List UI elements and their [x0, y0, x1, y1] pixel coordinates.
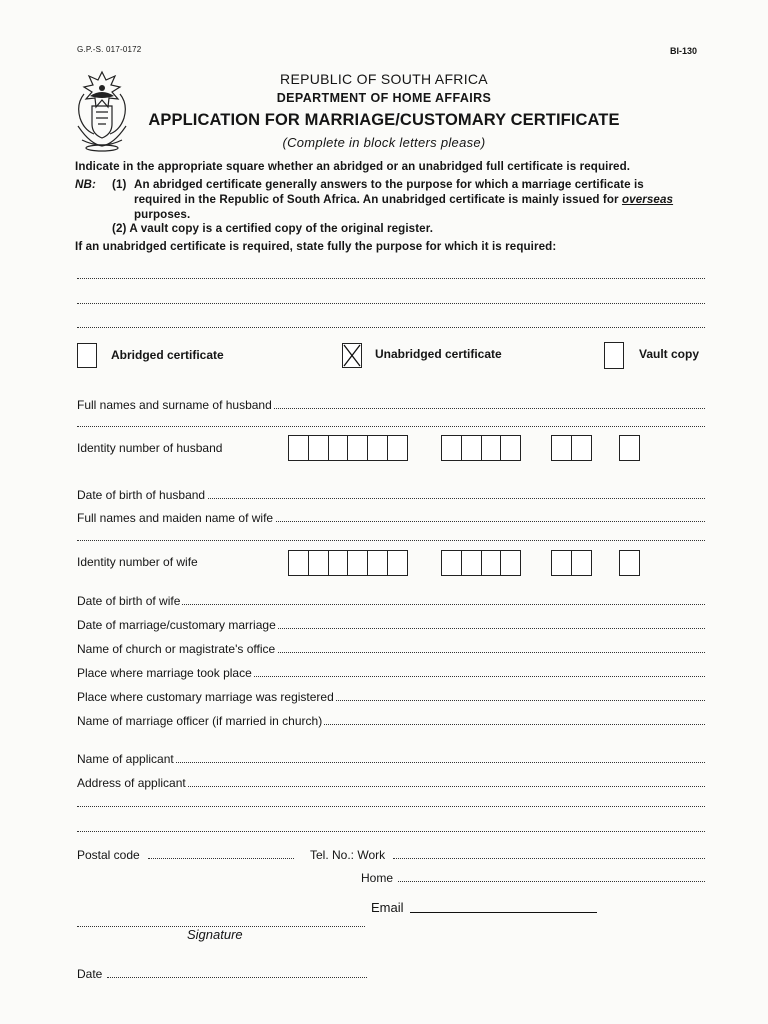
applicant-name-row[interactable]: [77, 750, 705, 766]
id-digit-box[interactable]: [461, 435, 482, 461]
postal-code-line[interactable]: [148, 858, 294, 859]
tel-work-line[interactable]: [393, 858, 705, 859]
date-line[interactable]: [107, 977, 367, 978]
wife-id-citizen-boxes[interactable]: [551, 550, 592, 576]
church-row[interactable]: [77, 640, 705, 656]
customary-place-label: Place where customary marriage was registered: [77, 690, 334, 704]
note-1-line-2-text: required in the Republic of South Africa. An unabridged certificate is mainly issued for: [134, 193, 622, 206]
id-digit-box[interactable]: [551, 550, 572, 576]
page-title: APPLICATION FOR MARRIAGE/CUSTOMARY CERTIFICATE: [148, 111, 620, 129]
church-label: Name of church or magistrate's office: [77, 642, 276, 656]
wife-id-date-boxes[interactable]: [288, 550, 408, 576]
unabridged-label: Unabridged certificate: [375, 347, 502, 361]
husband-name-line-2[interactable]: [77, 426, 705, 427]
unabridged-checkbox[interactable]: [342, 343, 362, 368]
marriage-date-row[interactable]: [77, 616, 705, 632]
husband-id-date-boxes[interactable]: [288, 435, 408, 461]
id-digit-box[interactable]: [288, 550, 309, 576]
id-digit-box[interactable]: [500, 435, 521, 461]
husband-name-label: Full names and surname of husband: [77, 398, 272, 412]
postal-code-label: Postal code: [77, 848, 140, 862]
instruction-line: Indicate in the appropriate square whether an abridged or an unabridged full certificate is required.: [75, 160, 631, 173]
form-code: BI-130: [670, 46, 698, 56]
applicant-address-label: Address of applicant: [77, 776, 186, 790]
id-digit-box[interactable]: [571, 550, 592, 576]
tel-home-line[interactable]: [398, 881, 705, 882]
tel-work-label: Tel. No.: Work: [310, 848, 386, 862]
purpose-prompt: If an unabridged certificate is required, state fully the purpose for which it is required:: [75, 240, 557, 253]
purpose-line-1[interactable]: [77, 278, 705, 279]
applicant-address-row[interactable]: [77, 774, 705, 790]
id-digit-box[interactable]: [500, 550, 521, 576]
wife-dob-row[interactable]: [77, 592, 705, 608]
purpose-line-2[interactable]: [77, 303, 705, 304]
id-digit-box[interactable]: [347, 435, 368, 461]
id-digit-box[interactable]: [367, 550, 388, 576]
id-digit-box[interactable]: [551, 435, 572, 461]
nb-label: NB:: [75, 178, 96, 191]
country-heading: REPUBLIC OF SOUTH AFRICA: [280, 71, 488, 87]
wife-name-row[interactable]: [77, 509, 705, 525]
husband-dob-label: Date of birth of husband: [77, 488, 206, 502]
abridged-label: Abridged certificate: [111, 348, 224, 362]
place-label: Place where marriage took place: [77, 666, 252, 680]
tel-home-label: Home: [361, 871, 394, 885]
customary-place-row[interactable]: [77, 688, 705, 704]
wife-name-line-2[interactable]: [77, 540, 705, 541]
id-digit-box[interactable]: [308, 435, 329, 461]
applicant-address-line-2[interactable]: [77, 806, 705, 807]
officer-label: Name of marriage officer (if married in church): [77, 714, 323, 728]
applicant-address-line-3[interactable]: [77, 831, 705, 832]
signature-label: Signature: [187, 927, 243, 942]
id-digit-box[interactable]: [308, 550, 329, 576]
purpose-line-3[interactable]: [77, 327, 705, 328]
applicant-name-label: Name of applicant: [77, 752, 174, 766]
id-digit-box[interactable]: [367, 435, 388, 461]
husband-id-check-box[interactable]: [619, 435, 640, 461]
form-reference: G.P.-S. 017-0172: [77, 45, 142, 54]
id-digit-box[interactable]: [481, 435, 502, 461]
id-digit-box[interactable]: [288, 435, 309, 461]
note-1-line-2: [134, 193, 673, 206]
check-mark-icon: [343, 344, 361, 367]
officer-row[interactable]: [77, 712, 705, 728]
id-digit-box[interactable]: [571, 435, 592, 461]
id-digit-box[interactable]: [619, 550, 640, 576]
note-1-emphasis: overseas: [621, 193, 674, 206]
id-digit-box[interactable]: [461, 550, 482, 576]
wife-id-check-box[interactable]: [619, 550, 640, 576]
page-subtitle: (Complete in block letters please): [282, 135, 486, 150]
marriage-date-label: Date of marriage/customary marriage: [77, 618, 276, 632]
email-line[interactable]: [410, 912, 597, 913]
wife-id-label: Identity number of wife: [77, 555, 198, 569]
id-digit-box[interactable]: [328, 550, 349, 576]
husband-id-label: Identity number of husband: [77, 441, 223, 455]
date-label: Date: [77, 967, 103, 981]
wife-name-label: Full names and maiden name of wife: [77, 511, 274, 525]
abridged-checkbox[interactable]: [77, 343, 97, 368]
id-digit-box[interactable]: [347, 550, 368, 576]
department-heading: DEPARTMENT OF HOME AFFAIRS: [276, 91, 492, 105]
wife-id-serial-boxes[interactable]: [441, 550, 521, 576]
note-2: (2) A vault copy is a certified copy of the original register.: [112, 222, 434, 235]
note-1-number: (1): [112, 178, 127, 191]
place-row[interactable]: [77, 664, 705, 680]
note-1-line-1: An abridged certificate generally answers to the purpose for which a marriage certificate is: [134, 178, 644, 191]
note-1-line-3: purposes.: [134, 208, 191, 221]
wife-dob-label: Date of birth of wife: [77, 594, 181, 608]
husband-id-serial-boxes[interactable]: [441, 435, 521, 461]
id-digit-box[interactable]: [441, 435, 462, 461]
id-digit-box[interactable]: [441, 550, 462, 576]
id-digit-box[interactable]: [387, 435, 408, 461]
id-digit-box[interactable]: [619, 435, 640, 461]
id-digit-box[interactable]: [481, 550, 502, 576]
vault-copy-label: Vault copy: [639, 347, 700, 361]
email-label: Email: [371, 900, 404, 915]
husband-dob-row[interactable]: [77, 486, 705, 502]
husband-id-citizen-boxes[interactable]: [551, 435, 592, 461]
husband-name-row[interactable]: [77, 396, 705, 412]
id-digit-box[interactable]: [387, 550, 408, 576]
vault-copy-checkbox[interactable]: [604, 342, 624, 369]
id-digit-box[interactable]: [328, 435, 349, 461]
